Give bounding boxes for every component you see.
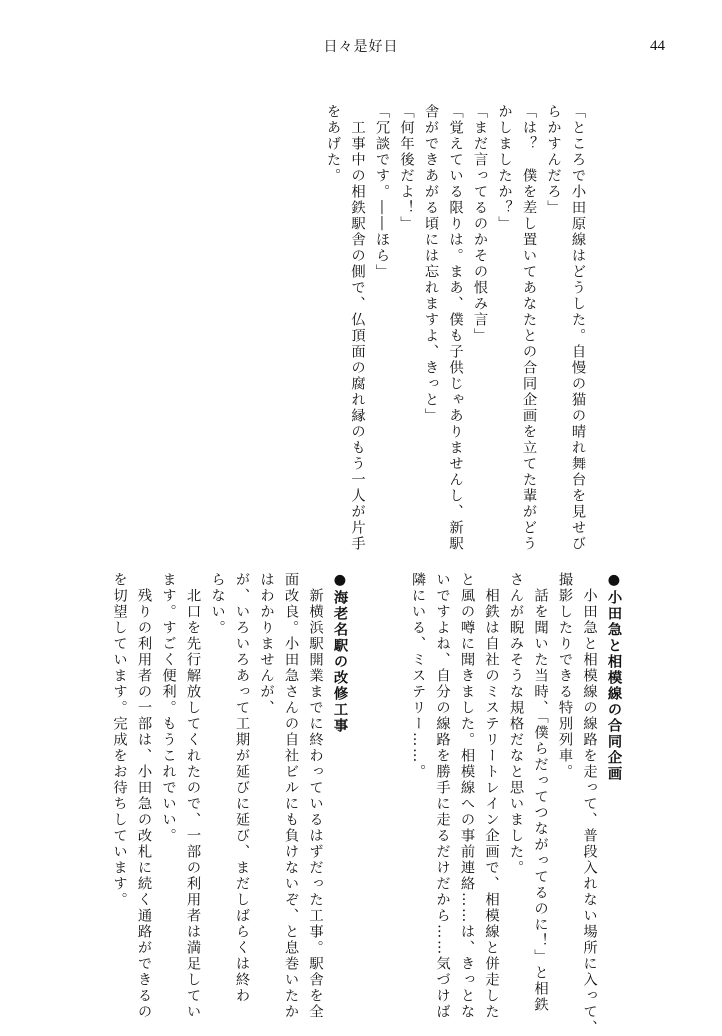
note-section-odakyu-sagami <box>356 572 626 1036</box>
text-line: らない。 <box>209 572 226 636</box>
text-line: ます。すごく便利。もうこれでいい。 <box>160 572 177 844</box>
section-heading: ●海老名駅の改修工事 <box>332 572 348 734</box>
text-line: らかすんだろ」 <box>545 104 562 216</box>
dialogue-text-block <box>290 104 590 552</box>
text-line: 残りの利用者の一部は、小田急の改札に続く通路ができるの <box>136 572 152 1020</box>
running-header-title: 日々是好日 <box>323 39 399 55</box>
text-line: かしましたか？」 <box>496 104 513 232</box>
text-line: 新横浜駅開業までに終わっているはずだった工事。駅舎を全 <box>307 572 324 1020</box>
text-line: 「覚えている限りは。まあ、僕も子供じゃありませんし、新駅 <box>447 104 464 552</box>
text-line: いですよね、自分の線路を勝手に走るだけだから……気づけば <box>434 572 451 1020</box>
text-line: 小田急と相模線の線路を走って、普段入れない場所に入って、 <box>581 572 598 1036</box>
text-line: 撮影したりできる特別列車。 <box>557 572 573 780</box>
text-line: 北口を先行解放してくれたので、一部の利用者は満足してい <box>185 572 201 1020</box>
text-line: 隣にいる、ミステリー……。 <box>410 572 426 780</box>
text-line: 舎ができあがる頃には忘れますよ、きっと」 <box>423 104 439 424</box>
text-line: さんが睨みそうな規格だなと思いました。 <box>508 572 524 876</box>
text-line: をあげた。 <box>325 104 341 184</box>
section-heading: ●小田急と相模線の合同企画 <box>606 572 622 782</box>
text-line: 「冗談です。――ほら」 <box>374 104 390 280</box>
text-line: はわかりませんが、 <box>258 572 275 716</box>
text-line: 「ところで小田原線はどうした。自慢の猫の晴れ舞台を見せび <box>570 104 586 552</box>
text-line: 相鉄は自社のミステリートレイン企画で、相模線と併走した <box>483 572 500 1020</box>
page-number: 44 <box>650 38 665 54</box>
text-line: 話を聞いた当時、「僕らだってつながってるのに！」と相鉄 <box>532 572 549 1013</box>
text-line: 「は？ 僕を差し置いてあなたとの合同企画を立てた輩がどう <box>521 104 537 552</box>
text-line: 「何年後だよ！」 <box>398 104 415 232</box>
text-line: 面改良。小田急さんの自社ビルにも負けないぞ、と息巻いたか <box>283 572 299 1020</box>
text-line: を切望しています。完成をお待ちしています。 <box>111 572 128 908</box>
text-line: と風の噂に聞きました。相模線への事前連絡……は、きっとな <box>459 572 475 1020</box>
text-line: が、いろいろあって工期が延びに延び、まだしばらくは終わ <box>234 572 250 1004</box>
note-section-ebina-station <box>111 572 352 1020</box>
text-line: 工事中の相鉄駅舎の側で、仏頂面の腐れ縁のもう一人が片手 <box>349 104 366 552</box>
text-line: 「まだ言ってるのかその恨み言」 <box>472 104 488 344</box>
